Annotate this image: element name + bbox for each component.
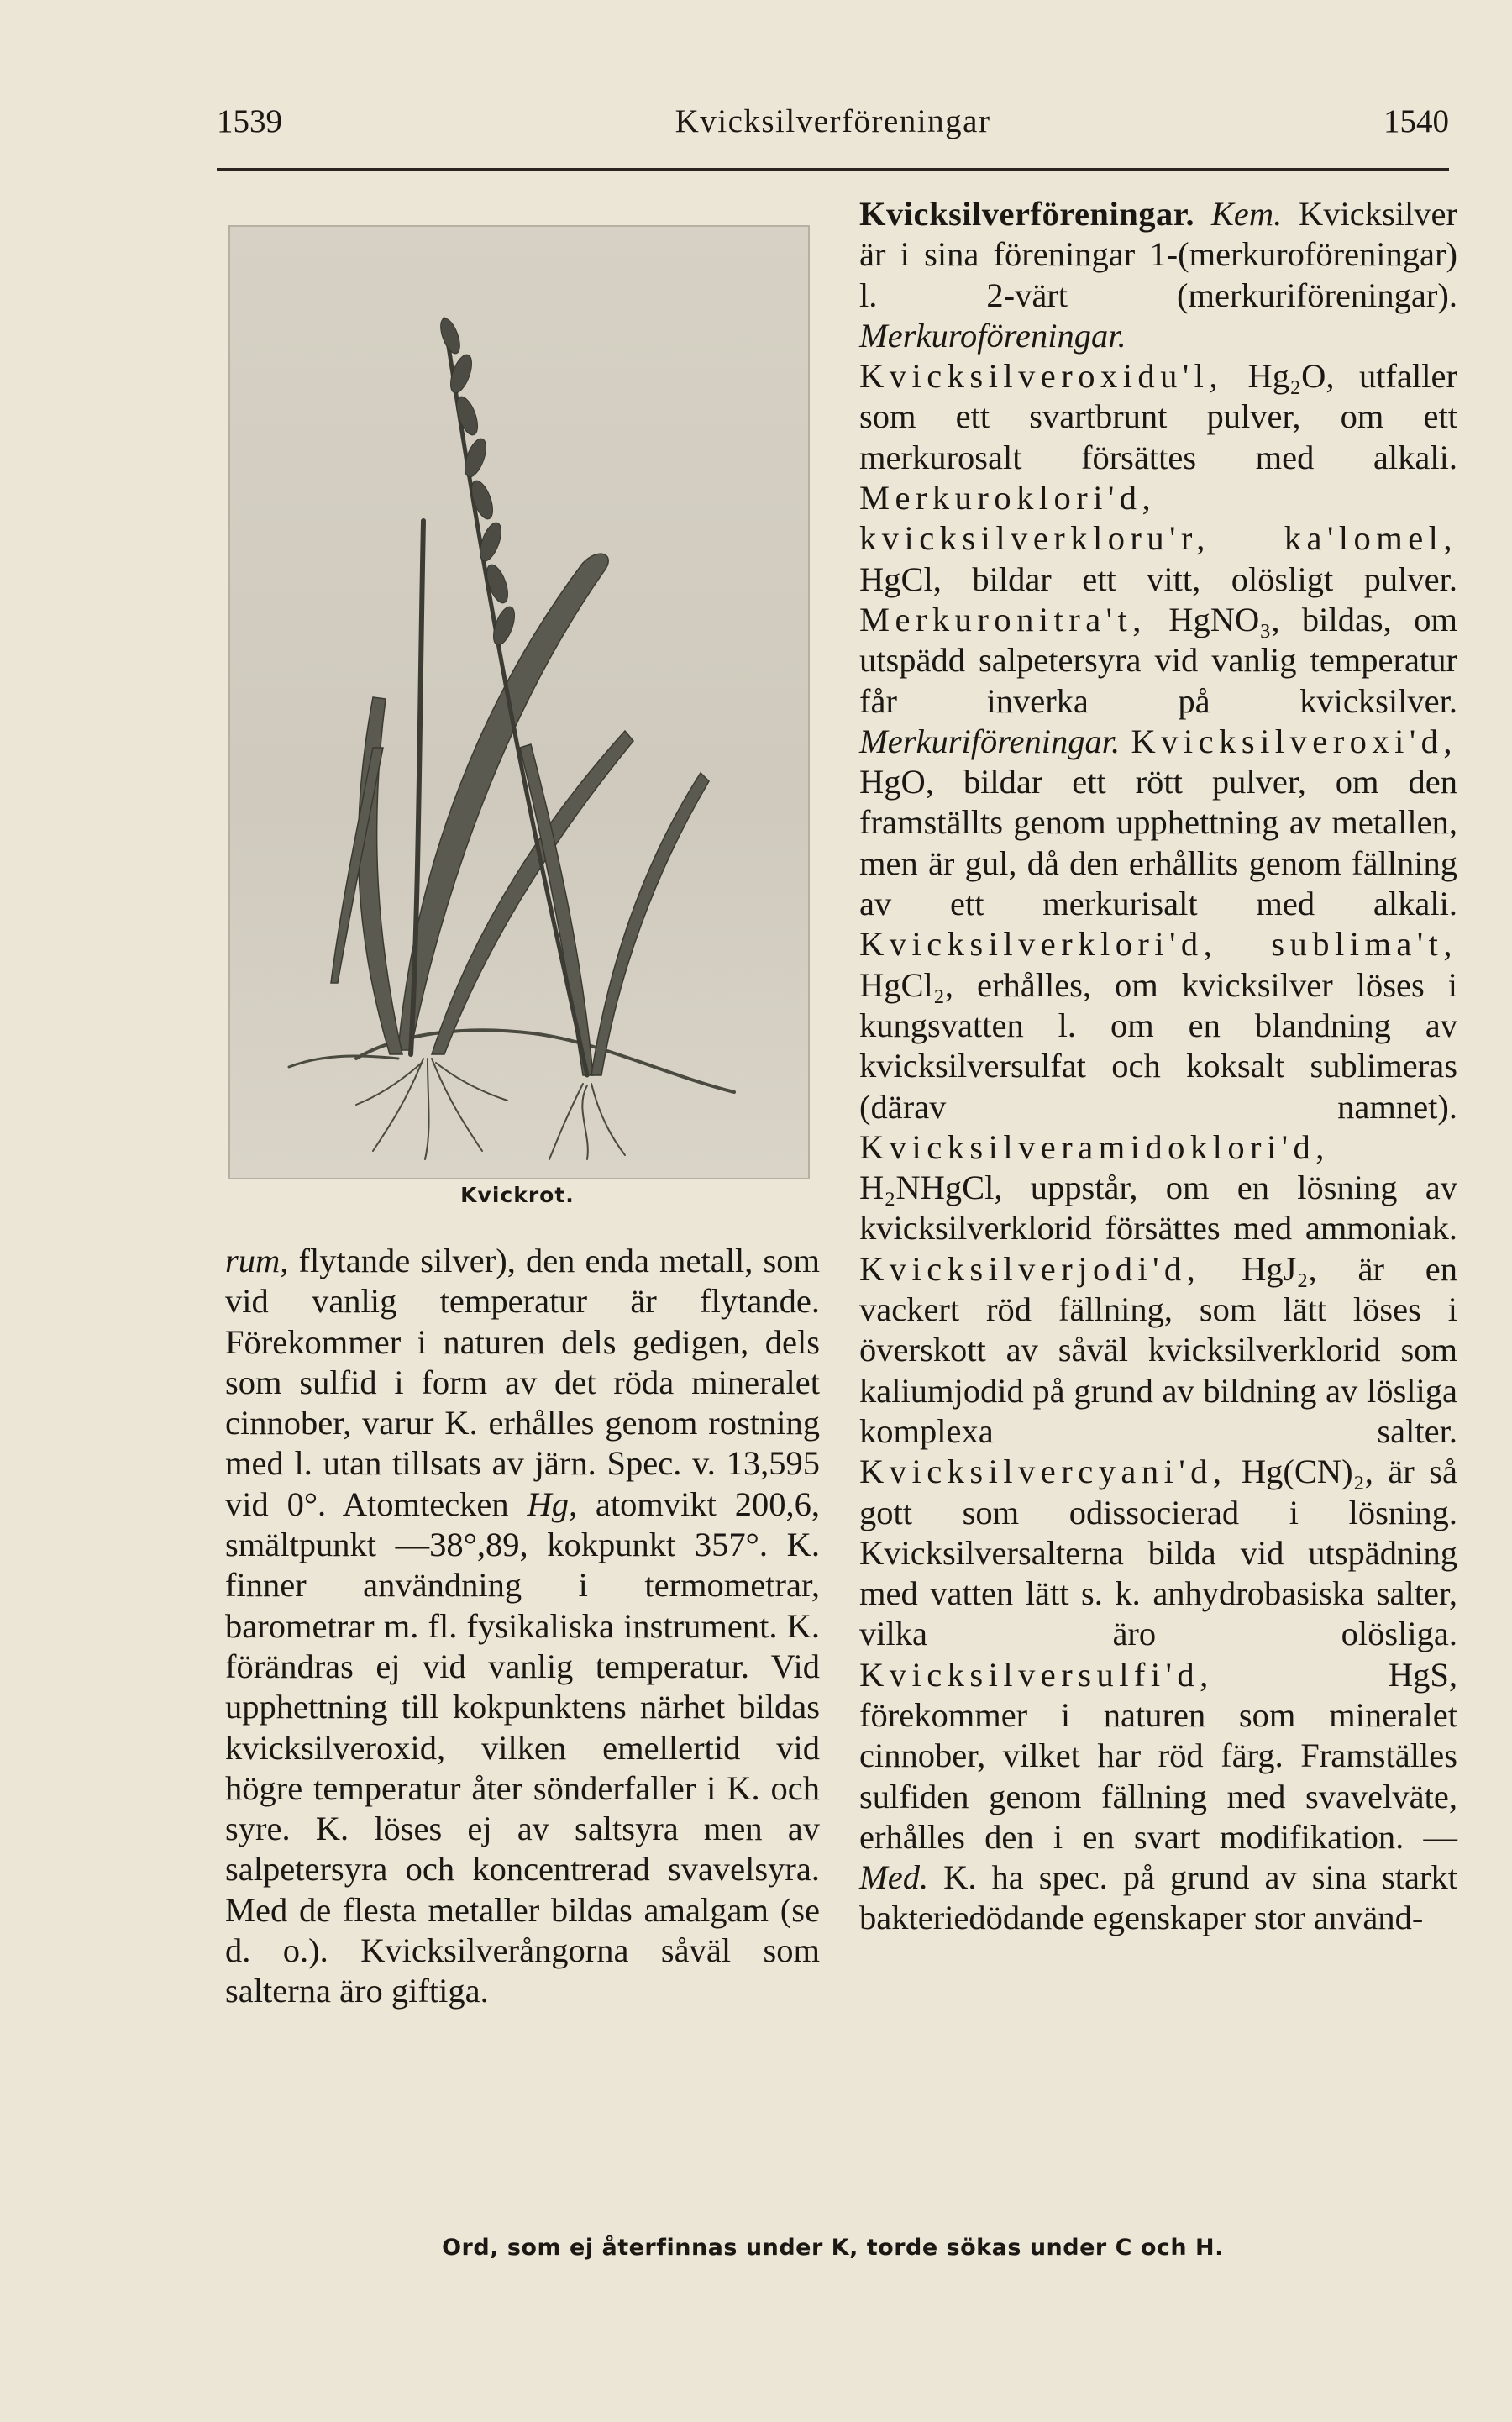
term-cyanid: Kvicksilvercyani'd,: [859, 1453, 1227, 1491]
term-merkuroklorid: Merkuroklori'd, kvicksilverkloru'r, ka'lomel,: [859, 479, 1457, 558]
text-run: HgJ₂, är en vackert röd fällning, som lätt löses i överskott av såväl kvicksilverklorid som kaliumjodid på grund av bildning av lösliga komplexa salter.: [859, 1249, 1457, 1450]
text-run: H₂NHgCl, uppstår, om en lösning av kvicksilverklorid försättes med ammoniak.: [859, 1169, 1457, 1248]
right-text-column: [859, 194, 1457, 1939]
atom-symbol: Hg,: [527, 1484, 578, 1523]
text-run: atomvikt 200,6, smältpunkt —38°,89, kokpunkt 357°. K. finner användning i termometrar, barometrar m. fl. fysikaliska instrument. K. förändras ej vid vanlig temperatur. Vid upphettning till kokpunktens närhet bildas kvicksilveroxid, vilken emellertid vid högre temperatur åter sönderfaller i K. och syre. K. löses ej av saltsyra men av salpetersyra och koncentrerad svavelsyra. Med de flesta metaller bildas amalgam (se d. o.). Kvicksilverångorna såväl som salterna äro giftiga.: [225, 1484, 820, 2010]
plant-illustration: [228, 225, 810, 1179]
left-paragraph: [225, 1241, 820, 2012]
figure-caption: Kvickrot.: [460, 1183, 575, 1207]
text-run: flytande silver), den enda metall, som vid vanlig temperatur är flytande. Förekommer i naturen dels gedigen, dels som sulfid i form av det röda mineralet cinnober, varur K. erhålles genom rostning med l. utan tillsats av järn. Spec. v. 13,595 vid 0°. Atomtecken: [225, 1242, 820, 1523]
running-title: Kvicksilverföreningar: [675, 103, 991, 139]
term-oxid: Kvicksilveroxi'd,: [1131, 722, 1457, 760]
term-jodid: Kvicksilverjodi'd,: [859, 1249, 1201, 1288]
text-run: HgNO₃, bildas, om utspädd salpetersyra vid vanlig temperatur får inverka på kvicksilver.: [859, 600, 1457, 720]
page-number-left: 1539: [217, 103, 282, 139]
text-run: HgS, förekommer i naturen som mineralet cinnober, vilket har röd färg. Framställes sulfiden genom fällning med svavelväte, erhålles den i en svart modifikation. —: [859, 1655, 1457, 1856]
running-header: [217, 94, 1449, 161]
couch-grass-drawing: [230, 227, 808, 1178]
subject-label-med: Med.: [859, 1858, 929, 1897]
subject-label: Kem.: [1210, 195, 1283, 233]
text-run: HgCl, bildar ett vitt, olösligt pulver.: [859, 560, 1457, 598]
term-oxidul: Kvicksilveroxidu'l,: [859, 357, 1224, 396]
page-number-right: 1540: [1383, 103, 1449, 139]
left-text-column: [225, 1241, 820, 2012]
term-amidoklorid: Kvicksilveramidoklori'd,: [859, 1127, 1330, 1166]
header-rule: [217, 168, 1449, 171]
entry-paragraph: [859, 194, 1457, 1939]
subheading-merkuro: Merkuroföreningar.: [859, 316, 1126, 355]
text-run: HgCl₂, erhålles, om kvicksilver löses i kungsvatten l. om en blandning av kvicksilversulfat och koksalt sublimeras (därav namnet).: [859, 965, 1457, 1126]
text-run: HgO, bildar ett rött pulver, om den framställts genom upphettning av metallen, men är gul, då den erhållits genom fällning av ett merkurisalt med alkali.: [859, 763, 1457, 923]
term-klorid: Kvicksilverklori'd, sublima't,: [859, 925, 1457, 964]
text-run: Hg(CN)₂, är så gott som odissocierad i lösning. Kvicksilversalterna bilda vid utspädning med vatten lätt s. k. anhydrobasiska salter, vilka äro olösliga.: [859, 1453, 1457, 1653]
term-sulfid: Kvicksilversulfi'd,: [859, 1655, 1214, 1694]
italic-word: rum,: [225, 1242, 289, 1279]
text-run: K. ha spec. på grund av sina starkt bakteriedödande egenskaper stor använd-: [859, 1858, 1457, 1937]
entry-title: Kvicksilverföreningar.: [859, 195, 1195, 233]
text-run: Kvicksilver är i sina föreningar 1-(merkuroföreningar) l. 2-värt (merkuriföreningar).: [859, 195, 1457, 314]
subheading-merkuri: Merkuriföreningar.: [859, 722, 1121, 760]
footer-note: Ord, som ej återfinnas under K, torde sökas under C och H.: [442, 2235, 1224, 2261]
text-run: Hg₂O, utfaller som ett svartbrunt pulver, om ett merkurosalt försättes med alkali.: [859, 357, 1457, 476]
term-merkuronitrat: Merkuronitra't,: [859, 600, 1147, 638]
